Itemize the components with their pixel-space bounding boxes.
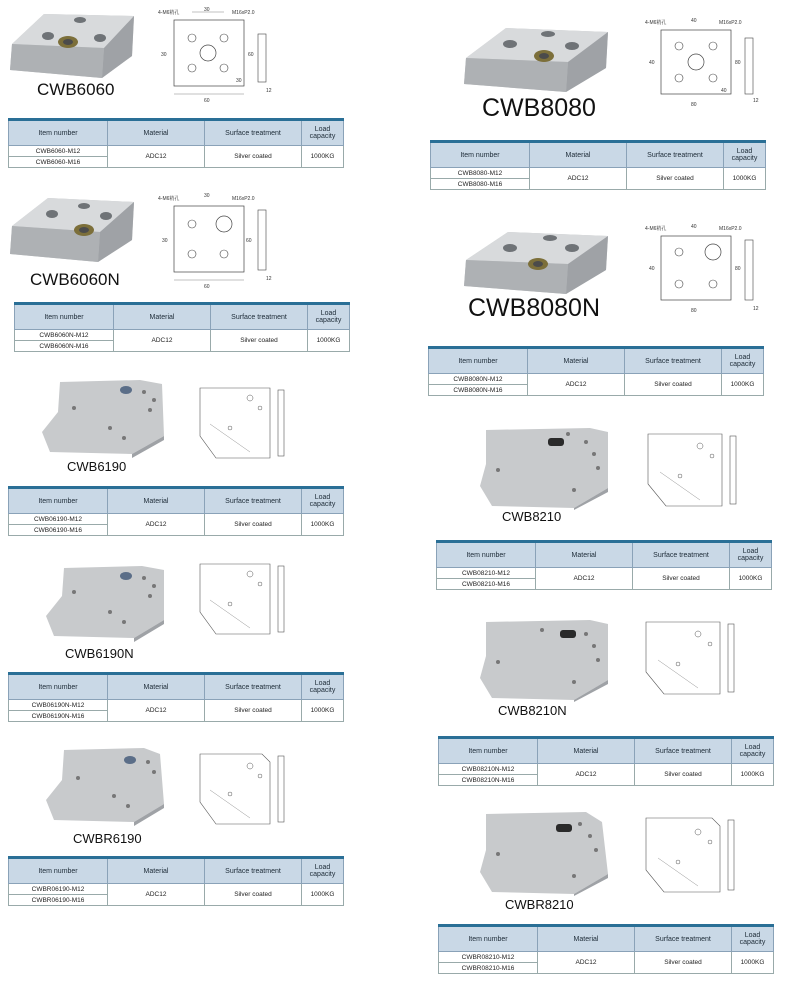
- col-load-capacity: Load capacity: [732, 738, 774, 764]
- spec-table: [8, 118, 344, 168]
- col-surface-treatment: Surface treatment: [625, 348, 722, 374]
- technical-drawing: [190, 554, 290, 644]
- svg-text:M16xP2.0: M16xP2.0: [719, 226, 742, 232]
- load-cell: 1000KG: [732, 952, 774, 974]
- product-title: CWB8210: [502, 509, 562, 524]
- item-number-cell: CWB6060N-M16: [15, 341, 114, 352]
- product-title: CWBR6190: [73, 831, 142, 846]
- svg-text:40: 40: [691, 18, 697, 24]
- col-item-number: Item number: [9, 858, 108, 884]
- load-cell: 1000KG: [302, 884, 344, 906]
- item-number-cell: CWB6060-M12: [9, 146, 108, 157]
- material-cell: ADC12: [108, 700, 205, 722]
- surface-cell: Silver coated: [205, 700, 302, 722]
- product-photo-square: [462, 22, 610, 96]
- col-surface-treatment: Surface treatment: [205, 488, 302, 514]
- col-item-number: Item number: [437, 542, 536, 568]
- svg-text:40: 40: [691, 224, 697, 230]
- technical-drawing: [645, 220, 765, 316]
- surface-cell: Silver coated: [627, 168, 724, 190]
- product-photo-corner-plate: [478, 424, 612, 510]
- col-load-capacity: Load capacity: [730, 542, 772, 568]
- svg-text:12: 12: [753, 98, 759, 104]
- material-cell: ADC12: [114, 330, 211, 352]
- technical-drawing: [158, 4, 278, 104]
- product-title: CWB8080N: [468, 294, 600, 322]
- svg-text:30: 30: [162, 238, 168, 244]
- surface-cell: Silver coated: [205, 884, 302, 906]
- item-number-cell: CWB06190N-M16: [9, 711, 108, 722]
- col-material: Material: [538, 926, 635, 952]
- load-cell: 1000KG: [730, 568, 772, 590]
- technical-drawing: [638, 424, 742, 516]
- col-material: Material: [108, 120, 205, 146]
- item-number-cell: CWB6060-M16: [9, 157, 108, 168]
- svg-text:40: 40: [721, 88, 727, 94]
- col-material: Material: [108, 488, 205, 514]
- col-surface-treatment: Surface treatment: [211, 304, 308, 330]
- technical-drawing: [636, 612, 740, 704]
- product-photo-corner-plate: [40, 376, 168, 458]
- load-cell: 1000KG: [732, 764, 774, 786]
- spec-table: [430, 140, 766, 190]
- spec-table: [436, 540, 772, 590]
- technical-drawing: [636, 808, 740, 902]
- spec-table: [8, 672, 344, 722]
- item-number-cell: CWB6060N-M12: [15, 330, 114, 341]
- technical-drawing: [190, 744, 290, 834]
- material-cell: ADC12: [528, 374, 625, 396]
- product-photo-square: [8, 192, 136, 270]
- spec-table: [438, 736, 774, 786]
- product-photo-corner-plate: [478, 808, 612, 896]
- col-load-capacity: Load capacity: [302, 488, 344, 514]
- col-load-capacity: Load capacity: [724, 142, 766, 168]
- col-material: Material: [530, 142, 627, 168]
- svg-text:M16xP2.0: M16xP2.0: [232, 196, 255, 202]
- material-cell: ADC12: [538, 764, 635, 786]
- col-surface-treatment: Surface treatment: [205, 120, 302, 146]
- svg-text:80: 80: [691, 102, 697, 108]
- col-load-capacity: Load capacity: [302, 674, 344, 700]
- load-cell: 1000KG: [302, 146, 344, 168]
- col-surface-treatment: Surface treatment: [627, 142, 724, 168]
- col-item-number: Item number: [439, 926, 538, 952]
- svg-text:12: 12: [266, 276, 272, 282]
- col-load-capacity: Load capacity: [732, 926, 774, 952]
- product-photo-corner-plate: [44, 744, 168, 826]
- col-load-capacity: Load capacity: [302, 858, 344, 884]
- item-number-cell: CWB8080N-M16: [429, 385, 528, 396]
- svg-text:4-M6精孔: 4-M6精孔: [645, 20, 667, 26]
- svg-text:80: 80: [735, 60, 741, 66]
- col-material: Material: [114, 304, 211, 330]
- col-load-capacity: Load capacity: [722, 348, 764, 374]
- load-cell: 1000KG: [302, 700, 344, 722]
- col-surface-treatment: Surface treatment: [633, 542, 730, 568]
- svg-text:M16xP2.0: M16xP2.0: [719, 20, 742, 26]
- svg-text:4-M6精孔: 4-M6精孔: [158, 196, 180, 202]
- product-title: CWB8210N: [498, 703, 567, 718]
- svg-text:4-M6精孔: 4-M6精孔: [158, 10, 180, 16]
- col-material: Material: [538, 738, 635, 764]
- item-number-cell: CWBR06190-M16: [9, 895, 108, 906]
- load-cell: 1000KG: [308, 330, 350, 352]
- col-material: Material: [108, 858, 205, 884]
- material-cell: ADC12: [538, 952, 635, 974]
- product-title: CWB6060N: [30, 270, 120, 289]
- col-surface-treatment: Surface treatment: [205, 674, 302, 700]
- col-material: Material: [536, 542, 633, 568]
- svg-text:30: 30: [204, 7, 210, 13]
- svg-text:M16xP2.0: M16xP2.0: [232, 10, 255, 16]
- svg-text:80: 80: [691, 308, 697, 314]
- surface-cell: Silver coated: [211, 330, 308, 352]
- col-item-number: Item number: [429, 348, 528, 374]
- svg-text:12: 12: [753, 306, 759, 312]
- material-cell: ADC12: [536, 568, 633, 590]
- technical-drawing: [158, 190, 278, 290]
- technical-drawing: [190, 378, 290, 468]
- surface-cell: Silver coated: [205, 514, 302, 536]
- spec-table: [8, 856, 344, 906]
- load-cell: 1000KG: [302, 514, 344, 536]
- technical-drawing: [645, 14, 765, 110]
- material-cell: ADC12: [108, 514, 205, 536]
- product-photo-corner-plate: [44, 562, 168, 642]
- product-title: CWB6190: [67, 459, 127, 474]
- col-item-number: Item number: [9, 674, 108, 700]
- surface-cell: Silver coated: [633, 568, 730, 590]
- col-item-number: Item number: [439, 738, 538, 764]
- svg-text:4-M6精孔: 4-M6精孔: [645, 226, 667, 232]
- svg-text:12: 12: [266, 88, 272, 94]
- item-number-cell: CWB08210N-M16: [439, 775, 538, 786]
- item-number-cell: CWB8080N-M12: [429, 374, 528, 385]
- load-cell: 1000KG: [724, 168, 766, 190]
- material-cell: ADC12: [530, 168, 627, 190]
- surface-cell: Silver coated: [635, 764, 732, 786]
- spec-table: [8, 486, 344, 536]
- spec-table: [428, 346, 764, 396]
- product-photo-corner-plate: [478, 616, 612, 702]
- item-number-cell: CWB08210N-M12: [439, 764, 538, 775]
- item-number-cell: CWB08210-M16: [437, 579, 536, 590]
- col-material: Material: [108, 674, 205, 700]
- col-surface-treatment: Surface treatment: [635, 926, 732, 952]
- surface-cell: Silver coated: [635, 952, 732, 974]
- svg-text:30: 30: [236, 78, 242, 84]
- item-number-cell: CWBR08210-M12: [439, 952, 538, 963]
- item-number-cell: CWB8080-M16: [431, 179, 530, 190]
- svg-text:60: 60: [248, 52, 254, 58]
- material-cell: ADC12: [108, 884, 205, 906]
- product-photo-square: [8, 6, 136, 86]
- item-number-cell: CWB06190N-M12: [9, 700, 108, 711]
- surface-cell: Silver coated: [205, 146, 302, 168]
- load-cell: 1000KG: [722, 374, 764, 396]
- material-cell: ADC12: [108, 146, 205, 168]
- spec-table: [14, 302, 350, 352]
- svg-text:60: 60: [204, 284, 210, 290]
- surface-cell: Silver coated: [625, 374, 722, 396]
- svg-text:30: 30: [204, 193, 210, 199]
- col-load-capacity: Load capacity: [302, 120, 344, 146]
- product-title: CWB8080: [482, 94, 596, 122]
- product-title: CWB6060: [37, 80, 115, 99]
- col-surface-treatment: Surface treatment: [635, 738, 732, 764]
- svg-text:60: 60: [246, 238, 252, 244]
- col-load-capacity: Load capacity: [308, 304, 350, 330]
- col-item-number: Item number: [15, 304, 114, 330]
- svg-text:80: 80: [735, 266, 741, 272]
- product-title: CWBR8210: [505, 897, 574, 912]
- col-item-number: Item number: [431, 142, 530, 168]
- item-number-cell: CWB06190-M16: [9, 525, 108, 536]
- svg-text:30: 30: [161, 52, 167, 58]
- spec-table: [438, 924, 774, 974]
- col-surface-treatment: Surface treatment: [205, 858, 302, 884]
- svg-text:40: 40: [649, 266, 655, 272]
- item-number-cell: CWBR06190-M12: [9, 884, 108, 895]
- item-number-cell: CWB8080-M12: [431, 168, 530, 179]
- item-number-cell: CWB08210-M12: [437, 568, 536, 579]
- product-photo-square: [462, 226, 610, 300]
- svg-text:40: 40: [649, 60, 655, 66]
- product-title: CWB6190N: [65, 646, 134, 661]
- col-item-number: Item number: [9, 488, 108, 514]
- svg-text:60: 60: [204, 98, 210, 104]
- item-number-cell: CWB06190-M12: [9, 514, 108, 525]
- item-number-cell: CWBR08210-M16: [439, 963, 538, 974]
- col-material: Material: [528, 348, 625, 374]
- col-item-number: Item number: [9, 120, 108, 146]
